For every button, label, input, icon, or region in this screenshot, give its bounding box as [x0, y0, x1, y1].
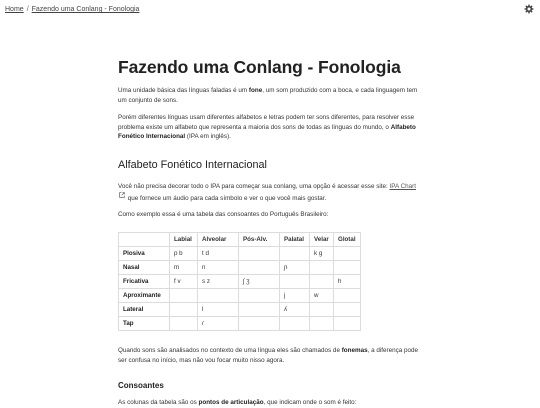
table-cell: [239, 247, 280, 261]
table-cell: [170, 289, 198, 303]
table-cell: s z: [198, 275, 239, 289]
table-cell: [310, 303, 334, 317]
table-cell: [239, 261, 280, 275]
table-cell: [310, 317, 334, 331]
ipa-paragraph-2: Como exemplo essa é uma tabela das consoantes do Português Brasileiro:: [118, 211, 329, 218]
column-header: [119, 233, 170, 247]
table-cell: [334, 303, 361, 317]
table-cell: [334, 317, 361, 331]
table-cell: [239, 289, 280, 303]
table-cell: ɲ: [280, 261, 310, 275]
table-cell: t d: [198, 247, 239, 261]
row-header: Aproximante: [119, 289, 170, 303]
column-header: Labial: [170, 233, 198, 247]
row-header: Tap: [119, 317, 170, 331]
table-cell: ʎ: [280, 303, 310, 317]
term-pontos-de-articulacao: pontos de articulação: [198, 399, 264, 406]
phonemes-paragraph: Quando sons são analisados no contexto de uma língua eles são chamados de fonemas, a diferença pode ser confusa no início, mas não vou focar muito nisso agora.: [118, 347, 419, 364]
table-row: [119, 261, 361, 275]
table-cell: [198, 289, 239, 303]
table-cell: n: [198, 261, 239, 275]
ipa-paragraph-1: Você não precisa decorar todo o IPA para começar sua conlang, uma opção é acessar esse site: IPA Chart que fornece um áudio para cada símbolo e ver o que você mais gostar.: [118, 183, 416, 202]
intro-paragraph-1: Uma unidade básica das línguas faladas é um fone, um som produzido com a boca, e cada linguagem tem um conjunto de sons.: [118, 87, 418, 104]
table-cell: [310, 261, 334, 275]
table-cell: [280, 275, 310, 289]
consoantes-paragraph-1: As colunas da tabela são os pontos de articulação, que indicam onde o som é feito:: [118, 399, 357, 406]
table-cell: k g: [310, 247, 334, 261]
consonants-table: [118, 232, 361, 331]
term-fone: fone: [248, 87, 263, 94]
column-header: Alveolar: [198, 233, 239, 247]
table-row: [119, 303, 361, 317]
table-cell: [239, 317, 280, 331]
term-fonemas: fonemas: [341, 347, 368, 354]
table-header-row: [119, 233, 361, 247]
column-header: Glotal: [334, 233, 361, 247]
table-cell: ʃ ʒ: [239, 275, 280, 289]
table-cell: [170, 303, 198, 317]
breadcrumb: [5, 6, 139, 13]
row-header: Plosiva: [119, 247, 170, 261]
top-bar: [0, 0, 540, 22]
gear-icon[interactable]: [524, 4, 534, 14]
table-cell: [280, 317, 310, 331]
table-cell: h: [334, 275, 361, 289]
table-row: [119, 317, 361, 331]
table-cell: [310, 275, 334, 289]
term-ipa: Alfabeto Fonético Internacional: [118, 123, 416, 141]
table-cell: w: [310, 289, 334, 303]
table-cell: f v: [170, 275, 198, 289]
table-cell: [280, 247, 310, 261]
section-heading-ipa: Alfabeto Fonético Internacional: [118, 159, 267, 171]
breadcrumb-separator: /: [26, 6, 29, 13]
table-cell: [334, 289, 361, 303]
ipa-chart-link[interactable]: IPA Chart: [389, 183, 416, 190]
table-cell: [334, 247, 361, 261]
row-header: Nasal: [119, 261, 170, 275]
table-cell: j: [280, 289, 310, 303]
table-cell: ɾ: [198, 317, 239, 331]
page-title: Fazendo uma Conlang - Fonologia: [118, 57, 401, 77]
table-row: [119, 247, 361, 261]
table-row: [119, 275, 361, 289]
column-header: Palatal: [280, 233, 310, 247]
breadcrumb-current-link[interactable]: Fazendo uma Conlang - Fonologia: [31, 6, 140, 13]
column-header: Pós-Alv.: [239, 233, 280, 247]
row-header: Fricativa: [119, 275, 170, 289]
table-cell: p b: [170, 247, 198, 261]
breadcrumb-home-link[interactable]: Home: [5, 6, 24, 13]
table-cell: [334, 261, 361, 275]
section-heading-consoantes: Consoantes: [118, 381, 164, 390]
table-cell: [170, 317, 198, 331]
external-link-icon: [119, 192, 125, 198]
row-header: Lateral: [119, 303, 170, 317]
column-header: Velar: [310, 233, 334, 247]
table-cell: m: [170, 261, 198, 275]
intro-paragraph-2: Porém diferentes línguas usam diferentes alfabetos e letras podem ter sons diferentes, para resolver esse problema existe um alfabeto que representa a maioria dos sons de todas as línguas do mundo, o Alfabeto Fonético Internacional (IPA em inglês).: [118, 114, 416, 141]
table-cell: l: [198, 303, 239, 317]
table-row: [119, 289, 361, 303]
table-cell: [239, 303, 280, 317]
